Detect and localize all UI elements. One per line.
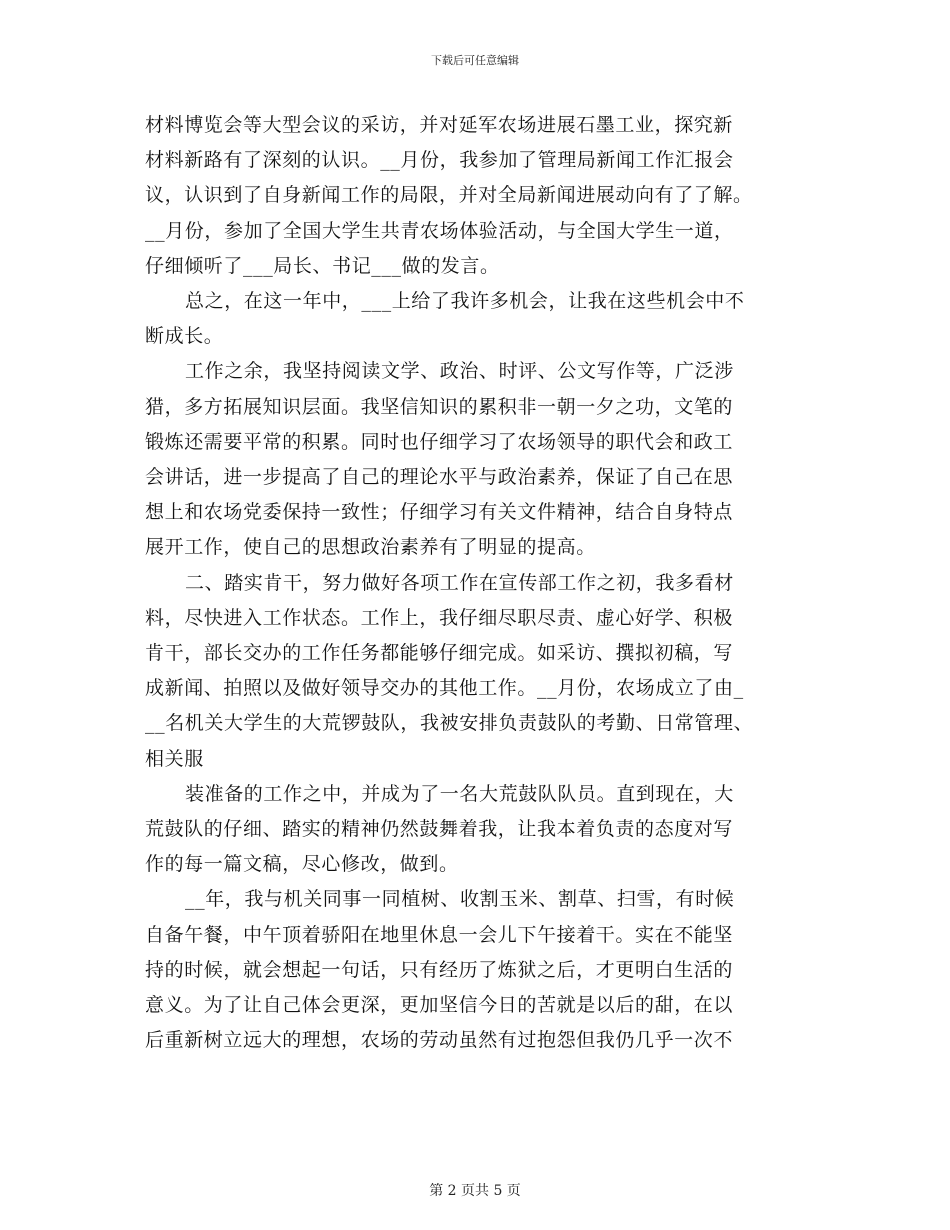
text-line: 材料博览会等大型会议的采访，并对延军农场进展石墨工业，探究新 [145,114,734,136]
text-line: 想上和农场党委保持一致性；仔细学习有关文件精神，结合自身特点 [145,501,734,524]
text-line: 会讲话，进一步提高了自己的理论水平与政治素养，保证了自己在思 [145,466,734,489]
text-line: 相关服 [145,747,204,770]
text-line: 仔细倾听了___局长、书记___做的发言。 [145,254,500,277]
text-line: 料，尽快进入工作状态。工作上，我仔细尽职尽责、虚心好学、积极 [145,606,734,629]
text-line: 意义。为了让自己体会更深，更加坚信今日的苦就是以后的甜，在以 [145,994,734,1017]
text-line: 自备午餐，中午顶着骄阳在地里休息一会儿下午接着干。实在不能坚 [145,923,734,946]
text-line: 荒鼓队的仔细、踏实的精神仍然鼓舞着我，让我本着负责的态度对写 [145,818,734,841]
text-line: 肯干，部长交办的工作任务都能够仔细完成。如采访、撰拟初稿，写 [145,642,734,665]
text-line: 断成长。 [145,325,224,348]
text-line: __月份，参加了全国大学生共青农场体验活动，与全国大学生一道， [145,219,734,242]
text-line: 展开工作，使自己的思想政治素养有了明显的提高。 [145,536,596,559]
text-line: 持的时候，就会想起一句话，只有经历了炼狱之后，才更明白生活的 [145,958,734,981]
paragraph-first-line: __年，我与机关同事一同植树、收割玉米、割草、扫雪，有时候 [185,888,735,911]
paragraph-first-line: 装准备的工作之中，并成为了一名大荒鼓队队员。直到现在，大 [185,782,734,805]
document-body [145,108,815,1058]
text-line: 作的每一篇文稿，尽心修改，做到。 [145,853,459,876]
text-line: __名机关大学生的大荒锣鼓队，我被安排负责鼓队的考勤、日常管理、 [145,712,754,735]
page-header: 下载后可任意编辑 [431,54,519,67]
text-line: 锻炼还需要平常的积累。同时也仔细学习了农场领导的职代会和政工 [145,430,734,453]
page-footer: 第 2 页共 5 页 [429,1183,521,1199]
text-line: 猎，多方拓展知识层面。我坚信知识的累积非一朝一夕之功，文笔的 [145,395,734,418]
paragraph-first-line: 二、踏实肯干，努力做好各项工作在宣传部工作之初，我多看材 [185,571,734,594]
text-line: 后重新树立远大的理想，农场的劳动虽然有过抱怨但我仍几乎一次不 [145,1029,734,1052]
paragraph-first-line: 总之，在这一年中，___上给了我许多机会，让我在这些机会中不 [185,290,745,313]
text-line: 材料新路有了深刻的认识。__月份，我参加了管理局新闻工作汇报会 [145,149,734,172]
text-line: 议，认识到了自身新闻工作的局限，并对全局新闻进展动向有了了解。 [145,184,753,207]
paragraph-first-line: 工作之余，我坚持阅读文学、政治、时评、公文写作等，广泛涉 [185,360,734,383]
text-line: 成新闻、拍照以及做好领导交办的其他工作。__月份，农场成立了由_ [145,677,744,700]
